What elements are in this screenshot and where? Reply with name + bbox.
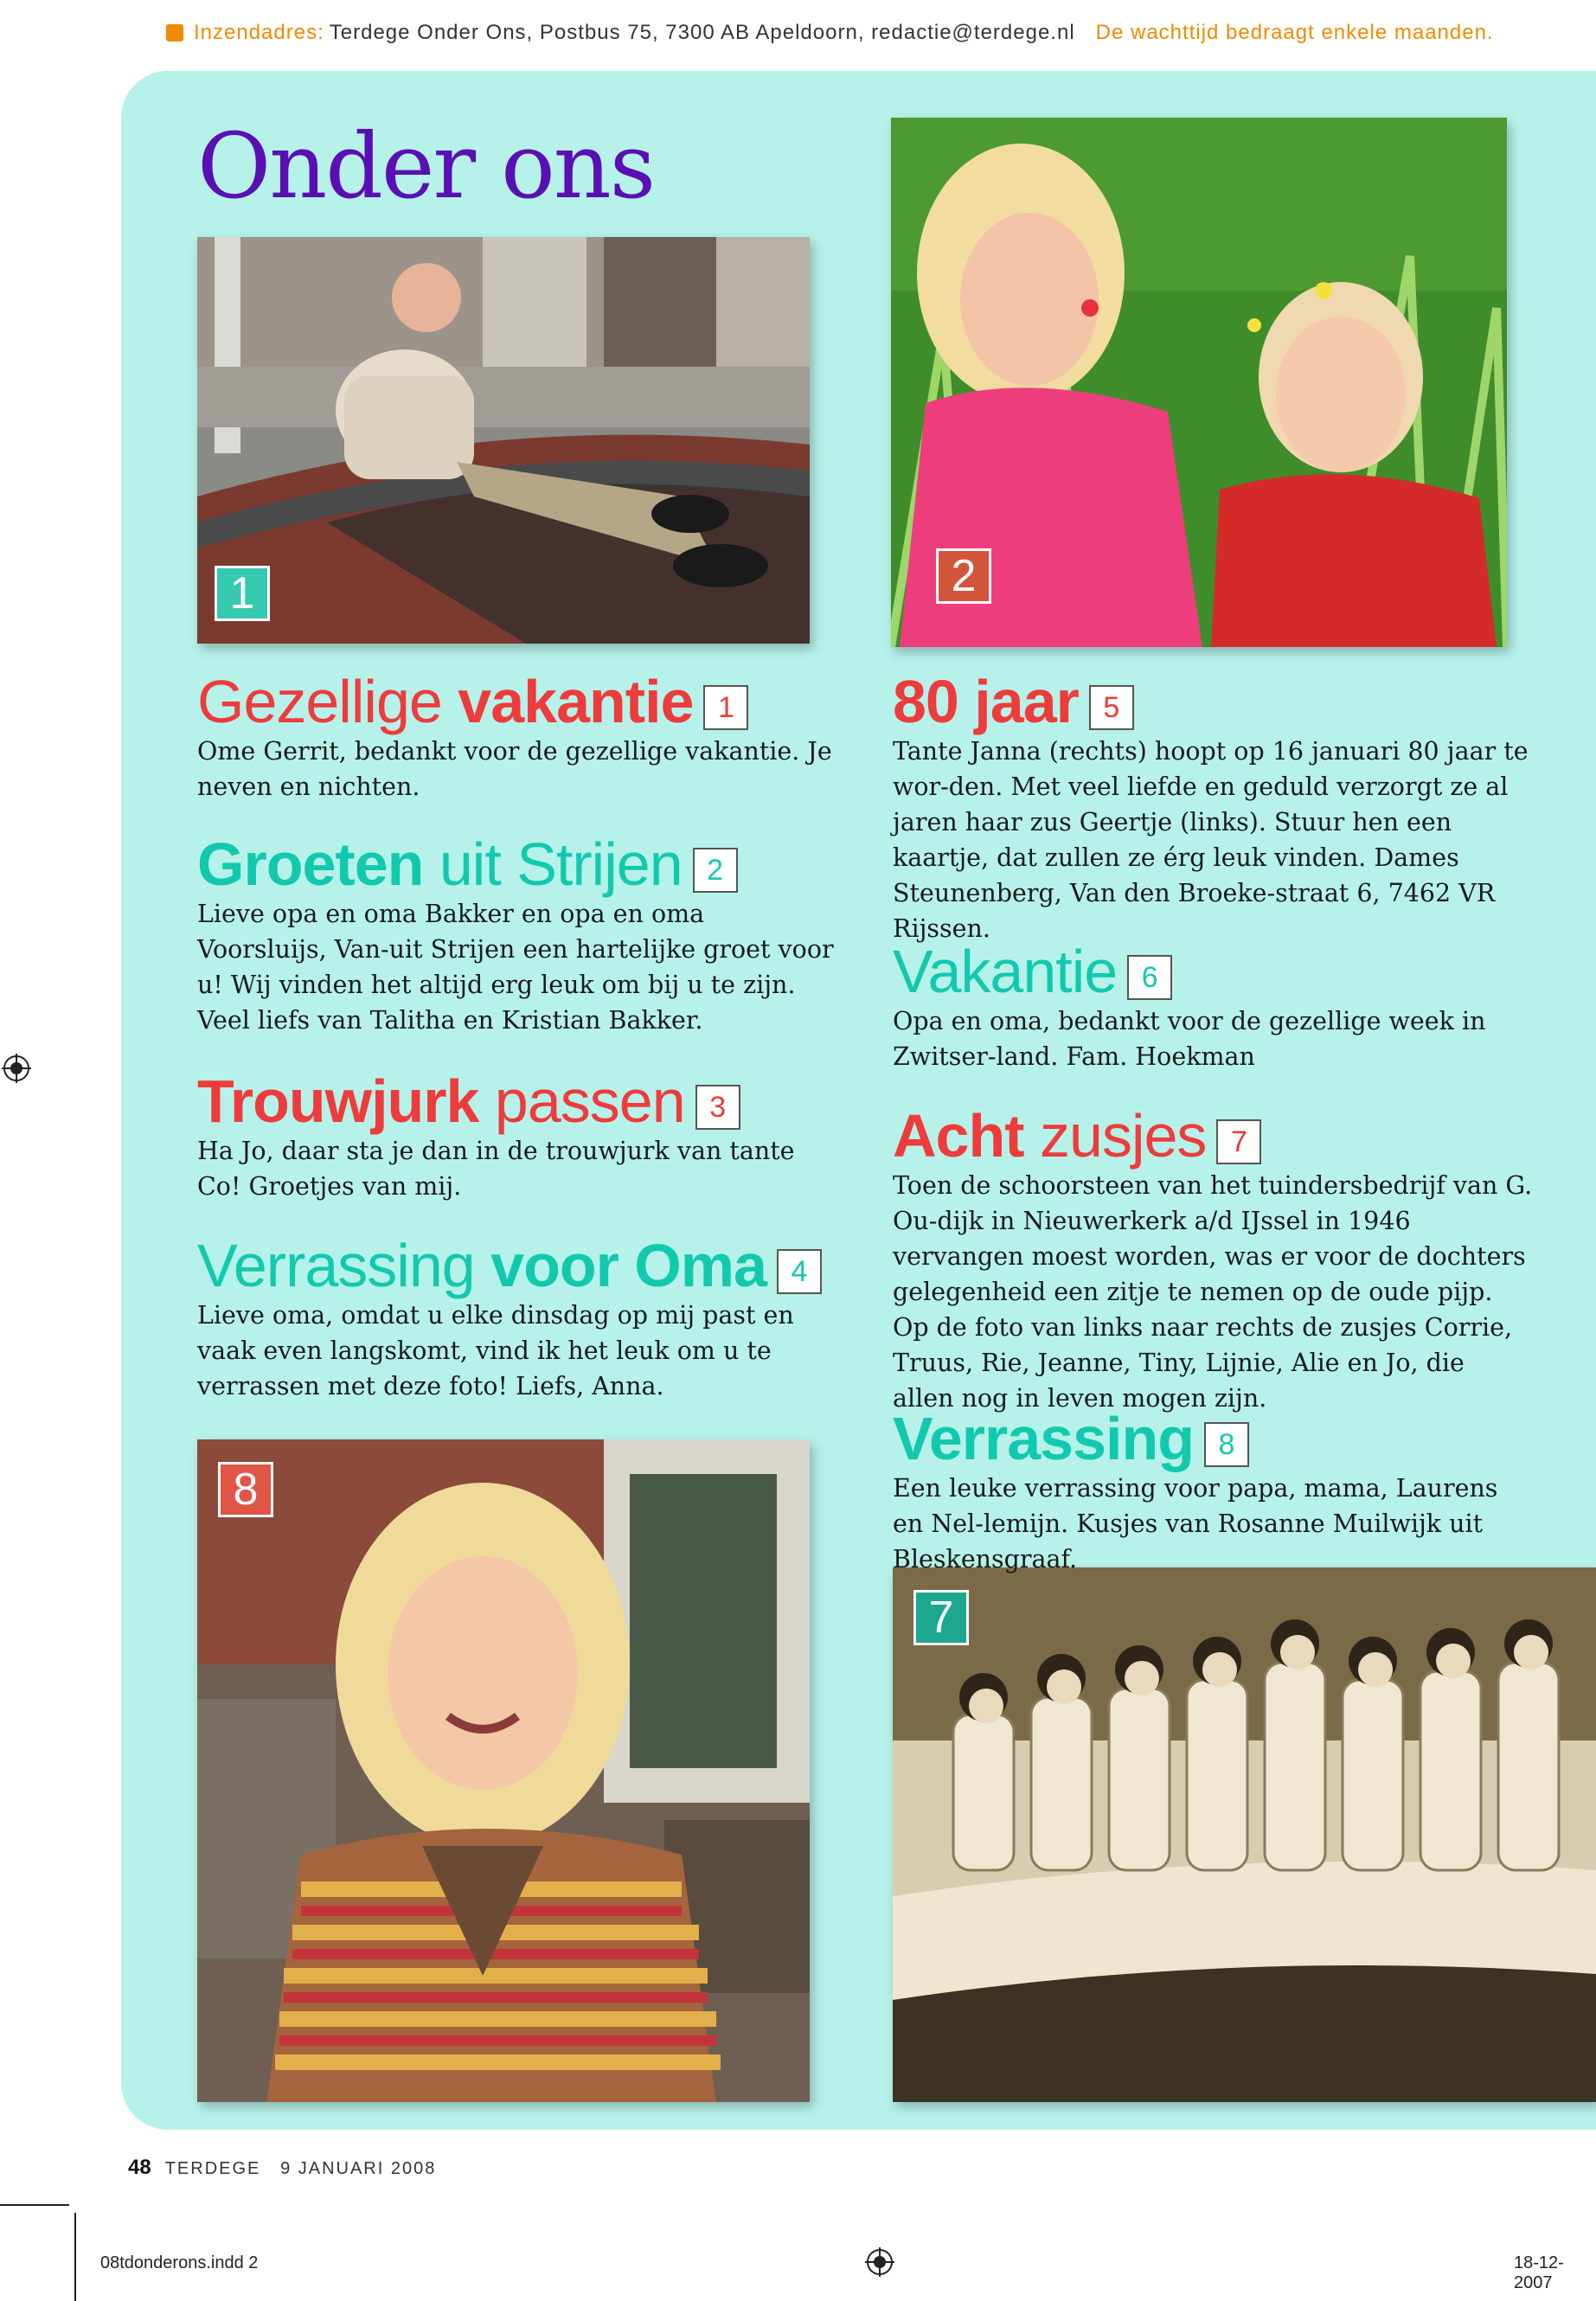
registration-mark-icon-bottom [865,2247,894,2277]
issue-date: 9 JANUARI 2008 [280,2159,437,2178]
article-6-body: Opa en oma, bedankt voor de gezellige week in Zwitser-land. Fam. Hoekman [893,1007,1486,1071]
article-2 [197,830,837,1038]
article-3-number: 3 [695,1085,740,1130]
article-1-body: Ome Gerrit, bedankt voor de gezellige vakantie. Je neven en nichten. [197,737,832,801]
submission-address: Terdege Onder Ons, Postbus 75, 7300 AB Apeldoorn, redactie@terdege.nl [329,21,1075,44]
article-1 [197,668,837,804]
article-3-heading: Trouwjurk passen 3 [197,1071,837,1131]
article-8-heading: Verrassing 8 [893,1408,1533,1469]
article-1-heading: Gezellige vakantie 1 [197,671,837,732]
photo-7-eight-sisters [893,1567,1596,2102]
article-8 [893,1405,1533,1577]
article-4-heading: Verrassing voor Oma 4 [197,1235,837,1296]
photo-1-man-on-fountain [197,237,810,644]
article-7-heading: Acht zusjes 7 [893,1106,1533,1166]
wait-notice: De wachttijd bedraagt enkele maanden. [1095,21,1494,44]
article-1-number: 1 [703,685,748,730]
article-5 [893,668,1533,946]
article-4-body: Lieve oma, omdat u elke dinsdag op mij past en vaak even langskomt, vind ik het leuk om u te verrassen met deze foto! Liefs, Anna. [197,1301,794,1400]
crop-mark-vertical [74,2213,76,2301]
photo-2-badge: 2 [936,548,991,604]
article-7 [893,1102,1533,1416]
article-6-number: 6 [1127,955,1172,1000]
page-title: Onder ons [197,113,655,219]
article-2-number: 2 [693,848,738,893]
photo-7-badge: 7 [913,1590,969,1645]
article-2-body: Lieve opa en oma Bakker en opa en oma Voorsluijs, Van-uit Strijen een hartelijke groet voor u! Wij vinden het altijd erg leuk om bij u te zijn. Veel liefs van Talitha en Kristian Bakker. [197,900,834,1035]
photo-8-badge: 8 [218,1462,273,1517]
page-footer [128,2156,436,2180]
photo-8-smiling-girl [197,1439,810,2102]
article-8-number: 8 [1204,1422,1249,1467]
file-slug: 08tdonderons.indd 2 [100,2253,259,2272]
article-5-body: Tante Janna (rechts) hoopt op 16 januari 80 jaar te wor-den. Met veel liefde en geduld verzorgt ze al jaren haar zus Geertje (links). Stuur hen een kaartje, dat zullen ze érg leuk vinden. Dames Steunenberg, Van den Broeke-straat 6, 7462 VR Rijssen. [893,737,1529,943]
print-timestamp: 18-12-2007 [1514,2253,1564,2292]
article-5-heading: 80 jaar 5 [893,671,1533,732]
article-8-body: Een leuke verrassing voor papa, mama, Laurens en Nel-lemijn. Kusjes van Rosanne Muilwijk uit Bleskensgraaf. [893,1474,1498,1574]
article-3-body: Ha Jo, daar sta je dan in de trouwjurk van tante Co! Groetjes van mij. [197,1137,795,1201]
submission-info-bar [166,16,1567,50]
address-label: Inzendadres: [194,21,324,44]
photo-1-badge: 1 [215,566,270,621]
article-6-heading: Vakantie 6 [893,941,1533,1002]
orange-square-icon [166,24,183,42]
article-7-number: 7 [1216,1119,1261,1164]
crop-mark-horizontal [0,2204,69,2206]
page-number: 48 [128,2156,151,2179]
article-5-number: 5 [1089,685,1134,730]
article-3 [197,1067,837,1204]
registration-mark-icon [2,1054,31,1083]
article-2-heading: Groeten uit Strijen 2 [197,834,837,894]
photo-2-children-in-grass [891,118,1507,647]
article-6 [893,938,1533,1074]
article-4-number: 4 [777,1249,822,1294]
magazine-name: TERDEGE [164,2159,261,2178]
article-7-body: Toen de schoorsteen van het tuindersbedrijf van G. Ou-dijk in Nieuwerkerk a/d IJssel in 1946 vervangen moest worden, was er voor de dochters gelegenheid een zitje te nemen op de oude pijp. Op de foto van links naar rechts de zusjes Corrie, Truus, Rie, Jeanne, Tiny, Lijnie, Alie en Jo, die allen nog in leven mogen zijn. [893,1171,1533,1413]
article-4 [197,1232,837,1404]
